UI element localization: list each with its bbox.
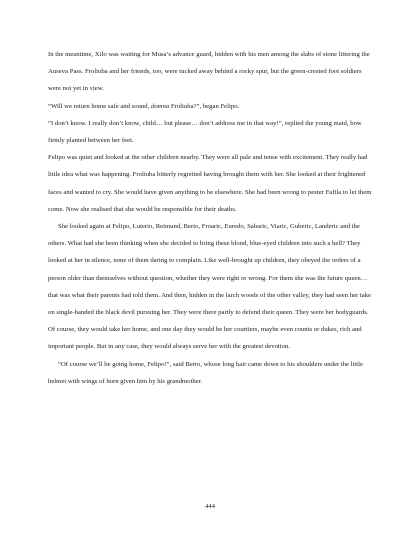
felipo-question-start: “Will we return home safe and sound, — [48, 102, 151, 110]
paragraph-xilo-waiting: In the meantime, Xilo was waiting for Musa’s advance guard, hidden with his men among the slabs of stone littering the Auseva Pass. Froliuba and her friends, too, were tucked away behind a rocky spur, but the green-crested foot soldiers were not yet in view. — [48, 51, 370, 93]
paragraph-felipo-quiet: Felipo was quiet and looked at the other children nearby. They were all pale and tense with excitement. They really had little idea what was happening. Froliuba bitterly regretted having brought them with her. She looked at their frightened faces and wanted to cry. She would have given anything to be elsewhere. She had been wrong to pester Fafila to let them come. Now she realised that she would be responsible for their deaths. — [48, 154, 372, 213]
paragraph-children-names: She looked again at Felipo, Luterio, Reimund, Berto, Froaric, Euredo, Sabaric, Viaric, Guberic, Landeric and the others. What had she been thinking when she decided to bring these blond, blue-eyed children into such a hell? They looked at her in silence, none of them daring to complain. Like well-brought up children, they obeyed the orders of a person older than themselves without question, whether they were right or wrong. For them she was the future queen… that was what their parents had told them. And then, hidden in the larch woods of the other valley, they had seen her take on single-handed the black devil pursuing her. They were there partly to defend their queen. They were her bodyguards. Of course, they would take her home, and one day they would be her courtiers, maybe even counts or dukes, rich and important people. But in any case, they would always serve her with the greatest devotion. — [48, 223, 372, 351]
page-number: 444 — [204, 503, 216, 510]
felipo-question-domna: domna — [150, 102, 170, 110]
paragraph-froliuba-reply: “I don’t know. I really don’t know, child… but please… don’t address me in that way!”, replied the young maid, bow firmly planted between her feet. — [48, 119, 362, 145]
felipo-question-end: Froliuba?”, began Felipo. — [169, 102, 240, 110]
paragraph-felipo-question — [48, 98, 372, 115]
paragraph-berto-reply: “Of course we’ll be going home, Felipo!”, said Berto, whose long hair came down to his shoulders under the little helmet with wings of horn given him by his grandmother. — [48, 360, 363, 385]
